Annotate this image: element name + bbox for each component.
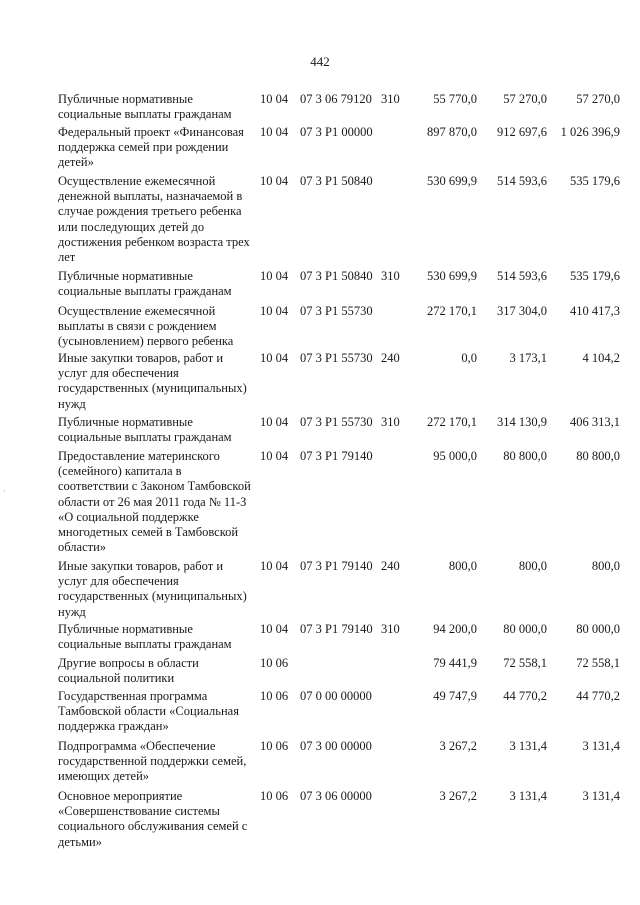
section-code: 10 04 — [260, 449, 289, 463]
amount-year-2: 57 270,0 — [503, 92, 547, 106]
amount-year-1: 55 770,0 — [433, 92, 477, 106]
section-code: 10 06 — [260, 656, 289, 670]
amount-year-1: 3 267,2 — [439, 789, 477, 803]
row-name: Государственная программа Тамбовской области «Социальная поддержка граждан» — [58, 689, 239, 734]
amount-year-2: 72 558,1 — [503, 656, 547, 670]
amount-year-1: 897 870,0 — [427, 125, 477, 139]
amount-year-2: 80 000,0 — [503, 622, 547, 636]
amount-year-3: 80 000,0 — [576, 622, 620, 636]
expense-type-code: 310 — [381, 622, 400, 636]
amount-year-1: 94 200,0 — [433, 622, 477, 636]
row-name: Иные закупки товаров, работ и услуг для обеспечения государственных (муниципальных) нужд — [58, 351, 247, 411]
section-code: 10 04 — [260, 269, 289, 283]
amount-year-1: 79 441,9 — [433, 656, 477, 670]
section-code: 10 04 — [260, 174, 289, 188]
target-article-code: 07 3 P1 00000 — [300, 125, 373, 139]
expense-type-code: 310 — [381, 415, 400, 429]
section-code: 10 04 — [260, 559, 289, 573]
page-number: 442 — [310, 54, 330, 69]
target-article-code: 07 3 P1 79140 — [300, 449, 373, 463]
row-name: Другие вопросы в области социальной политики — [58, 656, 199, 686]
amount-year-3: 80 800,0 — [576, 449, 620, 463]
section-code: 10 06 — [260, 689, 289, 703]
section-code: 10 04 — [260, 304, 289, 318]
amount-year-1: 95 000,0 — [433, 449, 477, 463]
margin-mark: · — [3, 487, 6, 496]
target-article-code: 07 3 06 79120 — [300, 92, 372, 106]
amount-year-1: 49 747,9 — [433, 689, 477, 703]
amount-year-1: 530 699,9 — [427, 174, 477, 188]
row-name: Публичные нормативные социальные выплаты гражданам — [58, 622, 232, 652]
target-article-code: 07 3 P1 79140 — [300, 622, 373, 636]
amount-year-2: 3 173,1 — [509, 351, 547, 365]
amount-year-3: 72 558,1 — [576, 656, 620, 670]
target-article-code: 07 3 P1 55730 — [300, 415, 373, 429]
target-article-code: 07 3 06 00000 — [300, 789, 372, 803]
amount-year-2: 317 304,0 — [497, 304, 547, 318]
target-article-code: 07 3 00 00000 — [300, 739, 372, 753]
section-code: 10 06 — [260, 739, 289, 753]
expense-type-code: 240 — [381, 351, 400, 365]
amount-year-3: 410 417,3 — [570, 304, 620, 318]
row-name: Предоставление материнского (семейного) капитала в соответствии с Законом Тамбовской области от 26 мая 2011 года № 11-З «О социальной поддержке многодетных семей в Тамбовской области» — [58, 449, 251, 555]
amount-year-2: 800,0 — [518, 559, 547, 573]
target-article-code: 07 3 P1 50840 — [300, 174, 373, 188]
row-name: Иные закупки товаров, работ и услуг для обеспечения государственных (муниципальных) нужд — [58, 559, 247, 619]
amount-year-1: 530 699,9 — [427, 269, 477, 283]
row-name: Федеральный проект «Финансовая поддержка семей при рождении детей» — [58, 125, 244, 170]
expense-type-code: 310 — [381, 92, 400, 106]
amount-year-3: 1 026 396,9 — [560, 125, 620, 139]
section-code: 10 04 — [260, 622, 289, 636]
target-article-code: 07 3 P1 55730 — [300, 351, 373, 365]
amount-year-3: 406 313,1 — [570, 415, 620, 429]
target-article-code: 07 0 00 00000 — [300, 689, 372, 703]
section-code: 10 06 — [260, 789, 289, 803]
amount-year-3: 57 270,0 — [576, 92, 620, 106]
amount-year-3: 4 104,2 — [582, 351, 620, 365]
row-name: Осуществление ежемесячной выплаты в связи с рождением (усыновлением) первого ребенка — [58, 304, 234, 349]
amount-year-1: 272 170,1 — [427, 304, 477, 318]
target-article-code: 07 3 P1 55730 — [300, 304, 373, 318]
amount-year-2: 3 131,4 — [509, 789, 547, 803]
row-name: Подпрограмма «Обеспечение государственной поддержки семей, имеющих детей» — [58, 739, 247, 784]
amount-year-2: 80 800,0 — [503, 449, 547, 463]
amount-year-2: 314 130,9 — [497, 415, 547, 429]
row-name: Публичные нормативные социальные выплаты гражданам — [58, 92, 232, 122]
target-article-code: 07 3 P1 79140 — [300, 559, 373, 573]
row-name: Основное мероприятие «Совершенствование системы социального обслуживания семей с детьми» — [58, 789, 248, 849]
row-name: Публичные нормативные социальные выплаты гражданам — [58, 415, 232, 445]
amount-year-1: 0,0 — [461, 351, 477, 365]
section-code: 10 04 — [260, 125, 289, 139]
amount-year-3: 3 131,4 — [582, 739, 620, 753]
amount-year-3: 44 770,2 — [576, 689, 620, 703]
amount-year-1: 3 267,2 — [439, 739, 477, 753]
amount-year-3: 535 179,6 — [570, 269, 620, 283]
amount-year-3: 800,0 — [591, 559, 620, 573]
section-code: 10 04 — [260, 351, 289, 365]
target-article-code: 07 3 P1 50840 — [300, 269, 373, 283]
expense-type-code: 310 — [381, 269, 400, 283]
amount-year-1: 272 170,1 — [427, 415, 477, 429]
amount-year-1: 800,0 — [448, 559, 477, 573]
amount-year-2: 3 131,4 — [509, 739, 547, 753]
amount-year-3: 535 179,6 — [570, 174, 620, 188]
amount-year-2: 514 593,6 — [497, 269, 547, 283]
amount-year-2: 44 770,2 — [503, 689, 547, 703]
amount-year-2: 514 593,6 — [497, 174, 547, 188]
section-code: 10 04 — [260, 415, 289, 429]
row-name: Осуществление ежемесячной денежной выплаты, назначаемой в случае рождения третьего ребенка или последующих детей до достижения ребенком возраста трех лет — [58, 174, 250, 265]
expense-type-code: 240 — [381, 559, 400, 573]
row-name: Публичные нормативные социальные выплаты гражданам — [58, 269, 232, 299]
section-code: 10 04 — [260, 92, 289, 106]
amount-year-3: 3 131,4 — [582, 789, 620, 803]
amount-year-2: 912 697,6 — [497, 125, 547, 139]
